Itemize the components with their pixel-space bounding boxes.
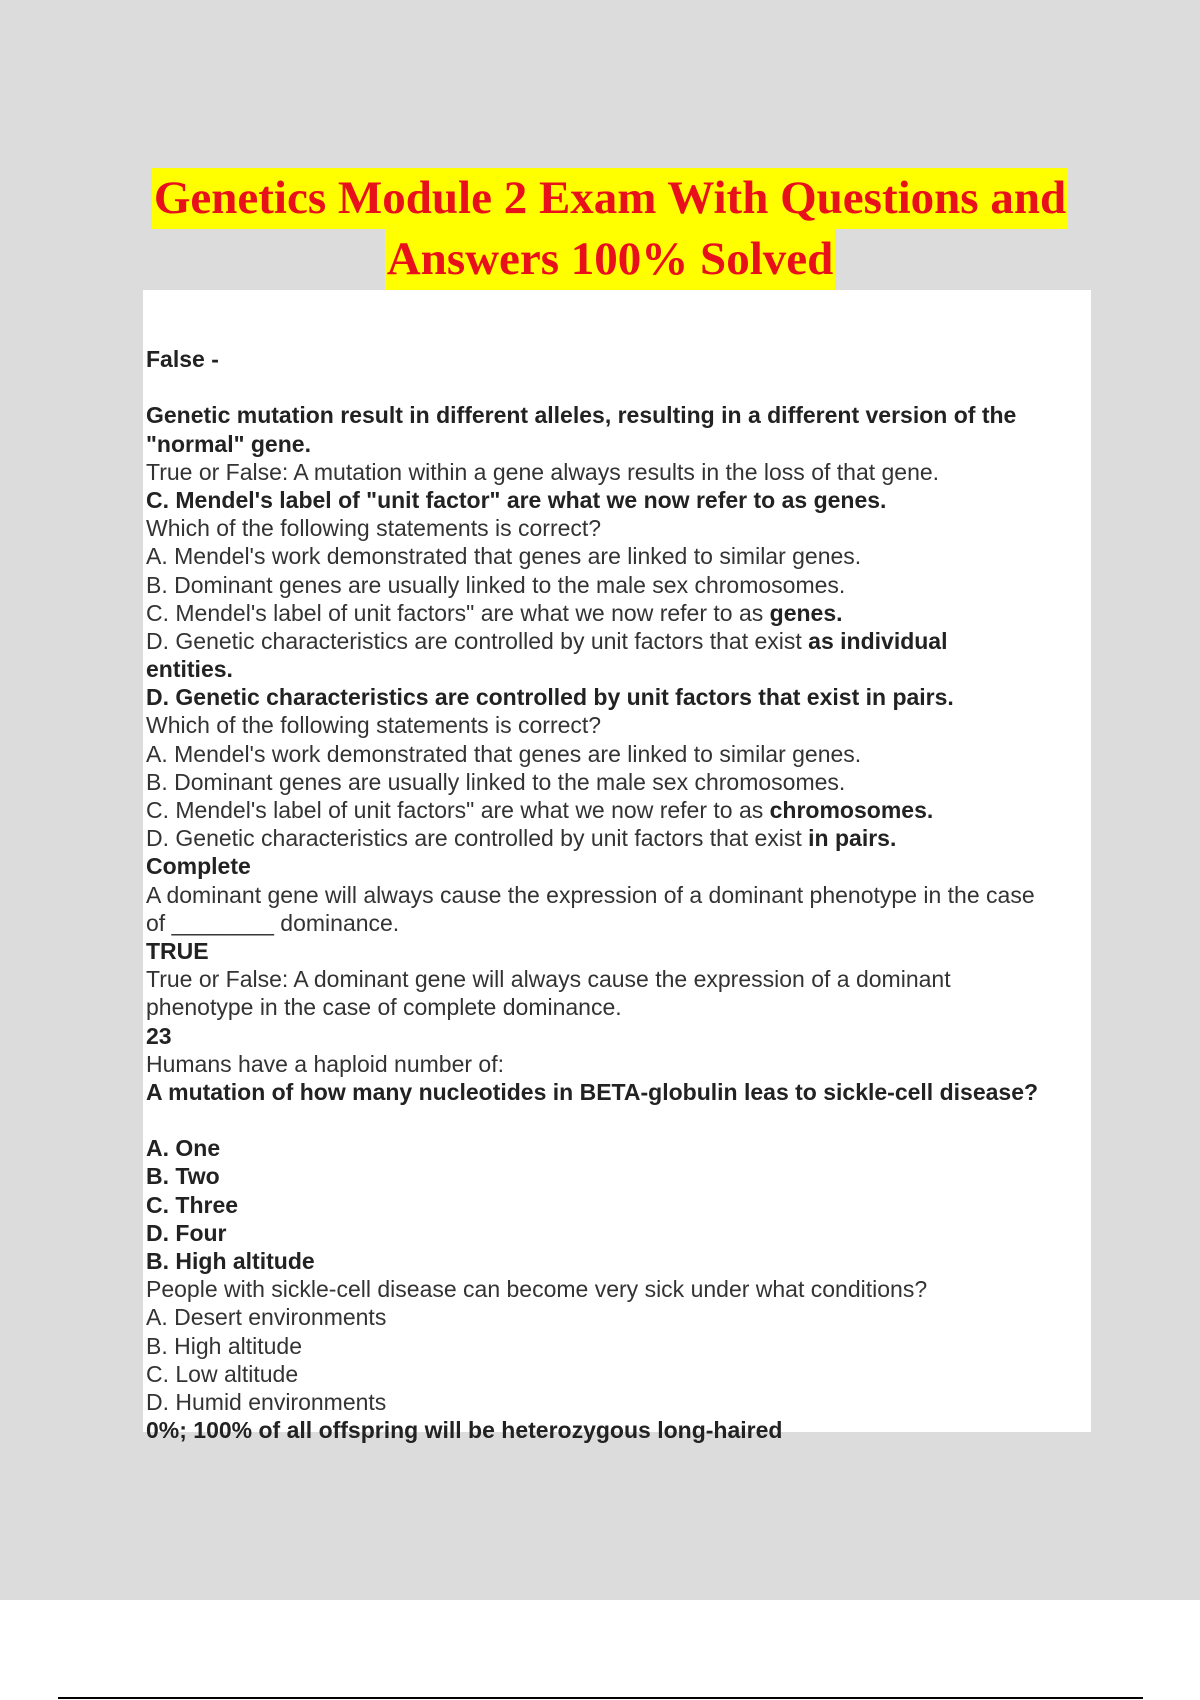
option-text: C. Mendel's label of unit factors" are what we now refer to as	[146, 599, 770, 626]
option-line	[146, 824, 1091, 852]
option-line	[146, 796, 1091, 824]
answer-line: Complete	[146, 853, 251, 880]
option-line: B. Dominant genes are usually linked to the male sex chromosomes.	[146, 768, 846, 795]
option-line	[146, 627, 1091, 655]
answer-line: Genetic mutation result in different alleles, resulting in a different version of the	[146, 402, 1017, 429]
option-emphasis: genes.	[769, 599, 843, 626]
answer-line: TRUE	[146, 937, 209, 964]
title-line-1: Genetics Module 2 Exam With Questions and	[152, 168, 1068, 229]
option-line: A. Desert environments	[146, 1304, 387, 1331]
blank-line	[146, 1106, 1091, 1134]
answer-line: C. Mendel's label of "unit factor" are what we now refer to as genes.	[146, 486, 887, 513]
option-line	[146, 599, 1091, 627]
answer-line: A mutation of how many nucleotides in BETA-globulin leas to sickle-cell disease?	[146, 1078, 1039, 1105]
question-line: A dominant gene will always cause the expression of a dominant phenotype in the case	[146, 881, 1035, 908]
option-line: D. Four	[146, 1219, 227, 1246]
question-line: Humans have a haploid number of:	[146, 1050, 504, 1077]
option-line: A. One	[146, 1135, 221, 1162]
answer-line: 0%; 100% of all offspring will be heterozygous long-haired	[146, 1417, 783, 1444]
footer-divider	[58, 1697, 1143, 1699]
option-text: D. Genetic characteristics are controlled by unit factors that exist	[146, 825, 809, 852]
option-line: D. Humid environments	[146, 1388, 387, 1415]
question-line: Which of the following statements is correct?	[146, 515, 602, 542]
option-emphasis: chromosomes.	[769, 797, 934, 823]
answer-line: 23	[146, 1022, 172, 1049]
answer-line: "normal" gene.	[146, 430, 311, 457]
option-continuation: entities.	[146, 656, 233, 683]
answer-line: D. Genetic characteristics are controlled by unit factors that exist in pairs.	[146, 684, 954, 711]
document-body	[146, 345, 1091, 1444]
option-text: D. Genetic characteristics are controlled by unit factors that exist	[146, 627, 809, 654]
question-line: True or False: A mutation within a gene always results in the loss of that gene.	[146, 458, 940, 485]
question-line: phenotype in the case of complete dominance.	[146, 994, 622, 1021]
question-line: People with sickle-cell disease can become very sick under what conditions?	[146, 1276, 928, 1303]
option-line: B. High altitude	[146, 1332, 302, 1359]
document-title	[130, 168, 1090, 290]
option-text: C. Mendel's label of unit factors" are what we now refer to as	[146, 797, 770, 823]
question-line: of ________ dominance.	[146, 909, 400, 936]
option-line: B. Two	[146, 1163, 220, 1190]
option-line: A. Mendel's work demonstrated that genes are linked to similar genes.	[146, 543, 862, 570]
answer-line: False -	[146, 346, 219, 372]
question-line: Which of the following statements is correct?	[146, 712, 602, 739]
option-emphasis: in pairs.	[808, 825, 897, 852]
option-line: A. Mendel's work demonstrated that genes are linked to similar genes.	[146, 740, 862, 767]
question-line: True or False: A dominant gene will always cause the expression of a dominant	[146, 966, 951, 993]
title-line-2: Answers 100% Solved	[385, 229, 836, 290]
option-line: C. Three	[146, 1191, 239, 1218]
answer-line: B. High altitude	[146, 1248, 315, 1274]
option-line: C. Low altitude	[146, 1360, 299, 1387]
option-line: B. Dominant genes are usually linked to the male sex chromosomes.	[146, 571, 846, 598]
option-emphasis: as individual	[808, 627, 948, 654]
blank-line	[146, 373, 1091, 401]
